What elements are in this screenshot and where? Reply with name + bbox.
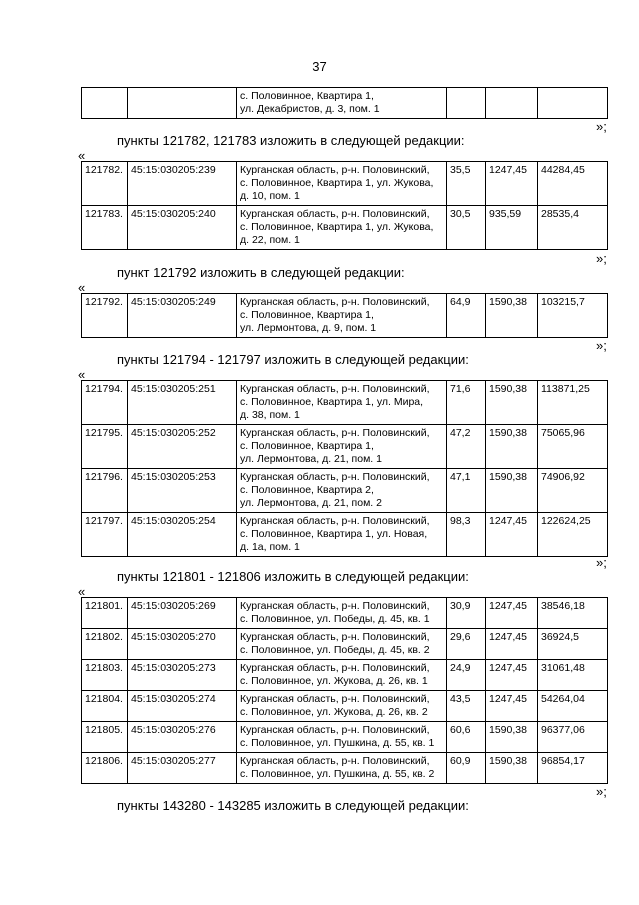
closing-quote: »;: [596, 784, 607, 799]
cell-number: 121783.: [82, 206, 128, 250]
cell-value: 96854,17: [538, 753, 608, 784]
cell-value: 28535,4: [538, 206, 608, 250]
cell-value: 54264,04: [538, 691, 608, 722]
cell-value: 122624,25: [538, 513, 608, 557]
cell-cadastral: 45:15:030205:253: [128, 469, 237, 513]
table-row: [82, 294, 608, 338]
cell-value: 113871,25: [538, 381, 608, 425]
cell-area: 60,9: [447, 753, 486, 784]
cell-address: Курганская область, р-н. Половинский, с. Половинное, Квартира 1, ул. Лермонтова, д. 9, пом. 1: [237, 294, 447, 338]
table-row: [82, 162, 608, 206]
opening-quote: «: [78, 584, 86, 599]
cell-rate: 1247,45: [486, 691, 538, 722]
cell-cadastral: 45:15:030205:239: [128, 162, 237, 206]
cell-area: 30,5: [447, 206, 486, 250]
table-row: [82, 206, 608, 250]
cell-value: 36924,5: [538, 629, 608, 660]
table-row: [82, 513, 608, 557]
cell-number: 121804.: [82, 691, 128, 722]
cell-cadastral: 45:15:030205:270: [128, 629, 237, 660]
data-table: [81, 380, 608, 557]
instruction-text: пункт 121792 изложить в следующей редакции:: [117, 265, 405, 280]
cell-number: 121782.: [82, 162, 128, 206]
cell-area: 30,9: [447, 598, 486, 629]
cell-rate: 1247,45: [486, 162, 538, 206]
cell-value: 103215,7: [538, 294, 608, 338]
cell-value: 96377,06: [538, 722, 608, 753]
table-row: [82, 88, 608, 119]
cell-rate: 1247,45: [486, 598, 538, 629]
cell-value: [538, 88, 608, 119]
cell-area: 64,9: [447, 294, 486, 338]
cell-address: Курганская область, р-н. Половинский, с. Половинное, Квартира 1, ул. Жукова, д. 22, пом. 1: [237, 206, 447, 250]
cell-number: 121801.: [82, 598, 128, 629]
cell-address: Курганская область, р-н. Половинский, с. Половинное, ул. Победы, д. 45, кв. 1: [237, 598, 447, 629]
cell-number: 121792.: [82, 294, 128, 338]
closing-quote: »;: [596, 555, 607, 570]
data-table: [81, 597, 608, 784]
cell-area: 43,5: [447, 691, 486, 722]
cell-rate: 1590,38: [486, 469, 538, 513]
cell-rate: 1590,38: [486, 722, 538, 753]
table-row: [82, 598, 608, 629]
cell-number: 121794.: [82, 381, 128, 425]
cell-value: 44284,45: [538, 162, 608, 206]
opening-quote: «: [78, 280, 86, 295]
cell-number: 121803.: [82, 660, 128, 691]
cell-address: Курганская область, р-н. Половинский, с. Половинное, Квартира 1, ул. Мира, д. 38, пом. 1: [237, 381, 447, 425]
table-row: [82, 381, 608, 425]
cell-address: Курганская область, р-н. Половинский, с. Половинное, ул. Пушкина, д. 55, кв. 1: [237, 722, 447, 753]
data-table: [81, 293, 608, 338]
cell-number: 121806.: [82, 753, 128, 784]
cell-cadastral: 45:15:030205:240: [128, 206, 237, 250]
cell-rate: 1590,38: [486, 381, 538, 425]
instruction-text: пункты 121782, 121783 изложить в следующей редакции:: [117, 133, 465, 148]
cell-rate: 1247,45: [486, 629, 538, 660]
cell-cadastral: 45:15:030205:274: [128, 691, 237, 722]
cell-cadastral: 45:15:030205:251: [128, 381, 237, 425]
cell-cadastral: 45:15:030205:277: [128, 753, 237, 784]
cell-area: 35,5: [447, 162, 486, 206]
cell-address: Курганская область, р-н. Половинский, с. Половинное, ул. Жукова, д. 26, кв. 2: [237, 691, 447, 722]
cell-area: [447, 88, 486, 119]
cell-rate: 935,59: [486, 206, 538, 250]
cell-cadastral: 45:15:030205:249: [128, 294, 237, 338]
cell-rate: 1247,45: [486, 660, 538, 691]
cell-value: 38546,18: [538, 598, 608, 629]
cell-number: 121797.: [82, 513, 128, 557]
instruction-text: пункты 121801 - 121806 изложить в следующей редакции:: [117, 569, 469, 584]
cell-address: Курганская область, р-н. Половинский, с. Половинное, Квартира 1, ул. Лермонтова, д. 21, пом. 1: [237, 425, 447, 469]
cell-address: Курганская область, р-н. Половинский, с. Половинное, ул. Жукова, д. 26, кв. 1: [237, 660, 447, 691]
table-row: [82, 753, 608, 784]
cell-number: [82, 88, 128, 119]
page-number: 37: [312, 59, 327, 74]
cell-rate: 1590,38: [486, 294, 538, 338]
data-table: [81, 161, 608, 250]
cell-address: Курганская область, р-н. Половинский, с. Половинное, ул. Победы, д. 45, кв. 2: [237, 629, 447, 660]
closing-quote: »;: [596, 251, 607, 266]
fragment-table: [81, 87, 608, 119]
opening-quote: «: [78, 148, 86, 163]
cell-address: Курганская область, р-н. Половинский, с. Половинное, Квартира 1, ул. Жукова, д. 10, пом. 1: [237, 162, 447, 206]
closing-quote: »;: [596, 338, 607, 353]
cell-area: 71,6: [447, 381, 486, 425]
cell-value: 74906,92: [538, 469, 608, 513]
cell-area: 47,2: [447, 425, 486, 469]
cell-cadastral: 45:15:030205:254: [128, 513, 237, 557]
cell-cadastral: [128, 88, 237, 119]
cell-area: 47,1: [447, 469, 486, 513]
table-row: [82, 691, 608, 722]
cell-address: Курганская область, р-н. Половинский, с. Половинное, Квартира 2, ул. Лермонтова, д. 21, пом. 2: [237, 469, 447, 513]
table-row: [82, 469, 608, 513]
cell-number: 121796.: [82, 469, 128, 513]
cell-cadastral: 45:15:030205:276: [128, 722, 237, 753]
cell-area: 60,6: [447, 722, 486, 753]
table-row: [82, 722, 608, 753]
cell-rate: 1590,38: [486, 425, 538, 469]
table-row: [82, 425, 608, 469]
cell-number: 121805.: [82, 722, 128, 753]
cell-value: 31061,48: [538, 660, 608, 691]
closing-quote: »;: [596, 119, 607, 134]
cell-number: 121795.: [82, 425, 128, 469]
cell-area: 29,6: [447, 629, 486, 660]
cell-rate: 1247,45: [486, 513, 538, 557]
cell-area: 98,3: [447, 513, 486, 557]
cell-address: с. Половинное, Квартира 1, ул. Декабристов, д. 3, пом. 1: [237, 88, 447, 119]
cell-address: Курганская область, р-н. Половинский, с. Половинное, Квартира 1, ул. Новая, д. 1а, пом. 1: [237, 513, 447, 557]
table-row: [82, 660, 608, 691]
instruction-text: пункты 121794 - 121797 изложить в следующей редакции:: [117, 352, 469, 367]
opening-quote: «: [78, 367, 86, 382]
cell-area: 24,9: [447, 660, 486, 691]
cell-cadastral: 45:15:030205:269: [128, 598, 237, 629]
cell-cadastral: 45:15:030205:252: [128, 425, 237, 469]
cell-rate: [486, 88, 538, 119]
cell-number: 121802.: [82, 629, 128, 660]
table-row: [82, 629, 608, 660]
cell-address: Курганская область, р-н. Половинский, с. Половинное, ул. Пушкина, д. 55, кв. 2: [237, 753, 447, 784]
cell-cadastral: 45:15:030205:273: [128, 660, 237, 691]
instruction-text: пункты 143280 - 143285 изложить в следующей редакции:: [117, 798, 469, 813]
cell-value: 75065,96: [538, 425, 608, 469]
cell-rate: 1590,38: [486, 753, 538, 784]
